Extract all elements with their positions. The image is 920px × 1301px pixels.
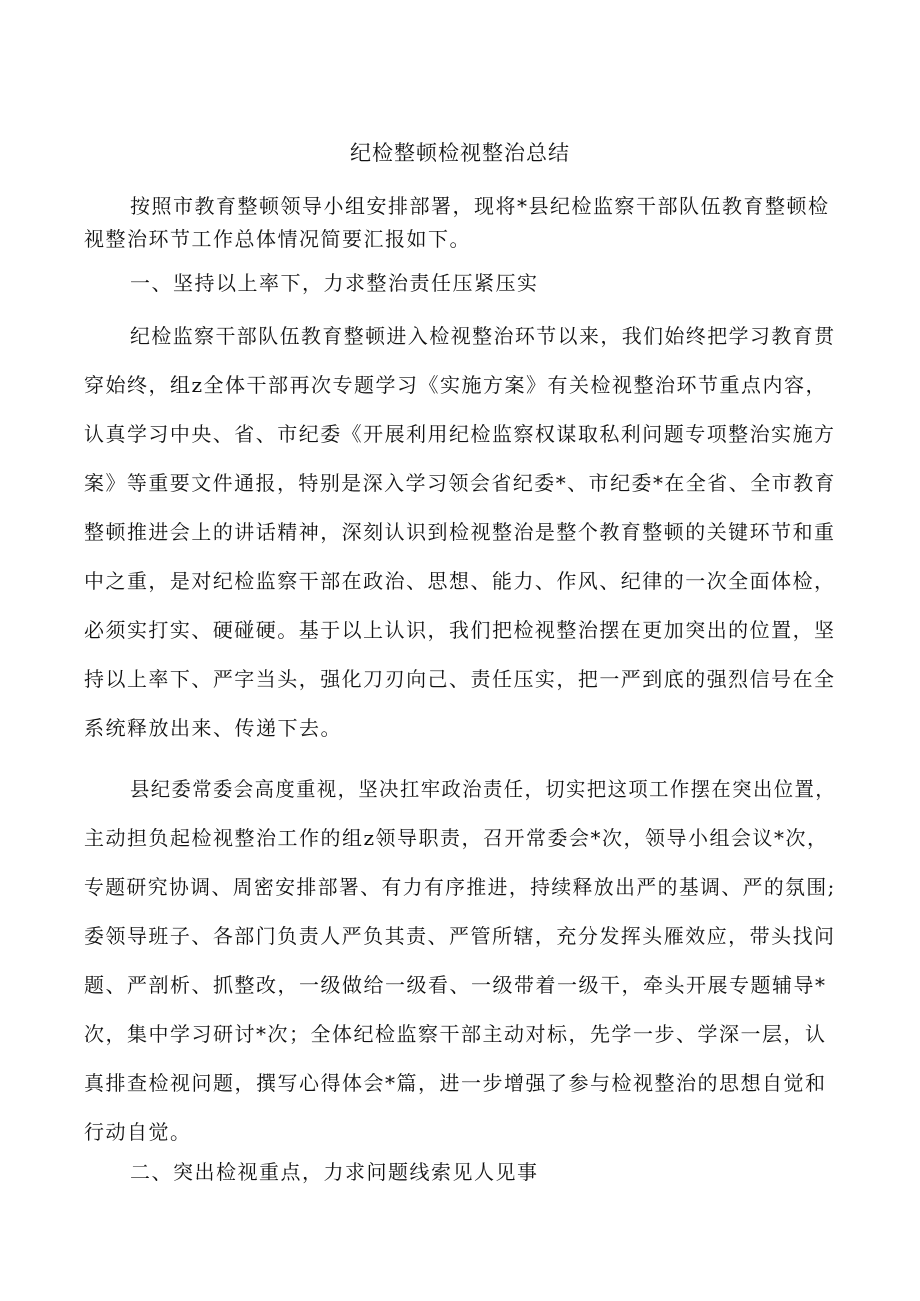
paragraph-line: 案》等重要文件通报，特别是深入学习领会省纪委*、市纪委*在全省、全市教育 <box>84 471 836 495</box>
paragraph-line: 县纪委常委会高度重视，坚决扛牢政治责任，切实把这项工作摆在突出位置， <box>130 777 836 801</box>
paragraph-line: 整顿推进会上的讲话精神，深刻认识到检视整治是整个教育整顿的关键环节和重 <box>84 520 836 544</box>
paragraph-line: 委领导班子、各部门负责人严负其责、严管所辖，充分发挥头雁效应，带头找问 <box>84 924 836 948</box>
paragraph-line: 必须实打实、硬碰硬。基于以上认识，我们把检视整治摆在更加突出的位置，坚 <box>84 618 836 642</box>
heading-line: 一、坚持以上率下，力求整治责任压紧压实 <box>130 271 539 295</box>
paragraph-line: 题、严剖析、抓整改，一级做给一级看、一级带着一级干，牵头开展专题辅导* <box>84 973 827 997</box>
paragraph-line: 系统释放出来、传递下去。 <box>84 716 342 740</box>
paragraph-line: 专题研究协调、周密安排部署、有力有序推进，持续释放出严的基调、严的氛围; <box>84 875 836 899</box>
paragraph-line: 按照市教育整顿领导小组安排部署，现将*县纪检监察干部队伍教育整顿检 <box>130 194 830 218</box>
paragraph-line: 次，集中学习研讨*次；全体纪检监察干部主动对标，先学一步、学深一层，认 <box>84 1022 827 1046</box>
paragraph-line: 穿始终，组z全体干部再次专题学习《实施方案》有关检视整治环节重点内容， <box>84 373 828 397</box>
document-title: 纪检整顿检视整治总结 <box>350 141 570 165</box>
paragraph-line: 视整治环节工作总体情况简要汇报如下。 <box>84 227 471 251</box>
paragraph-line: 行动自觉。 <box>84 1120 192 1144</box>
paragraph-line: 纪检监察干部队伍教育整顿进入检视整治环节以来，我们始终把学习教育贯 <box>130 324 836 348</box>
paragraph-line: 中之重，是对纪检监察干部在政治、思想、能力、作风、纪律的一次全面体检， <box>84 569 836 593</box>
paragraph-line: 主动担负起检视整治工作的组z领导职责，召开常委会*次，领导小组会议*次， <box>84 826 829 850</box>
paragraph-line: 认真学习中央、省、市纪委《开展利用纪检监察权谋取私利问题专项整治实施方 <box>84 422 836 446</box>
heading-line: 二、突出检视重点，力求问题线索见人见事 <box>130 1160 539 1184</box>
paragraph-line: 持以上率下、严字当头，强化刀刃向己、责任压实，把一严到底的强烈信号在全 <box>84 667 836 691</box>
paragraph-line: 真排查检视问题，撰写心得体会*篇，进一步增强了参与检视整治的思想自觉和 <box>84 1071 827 1095</box>
